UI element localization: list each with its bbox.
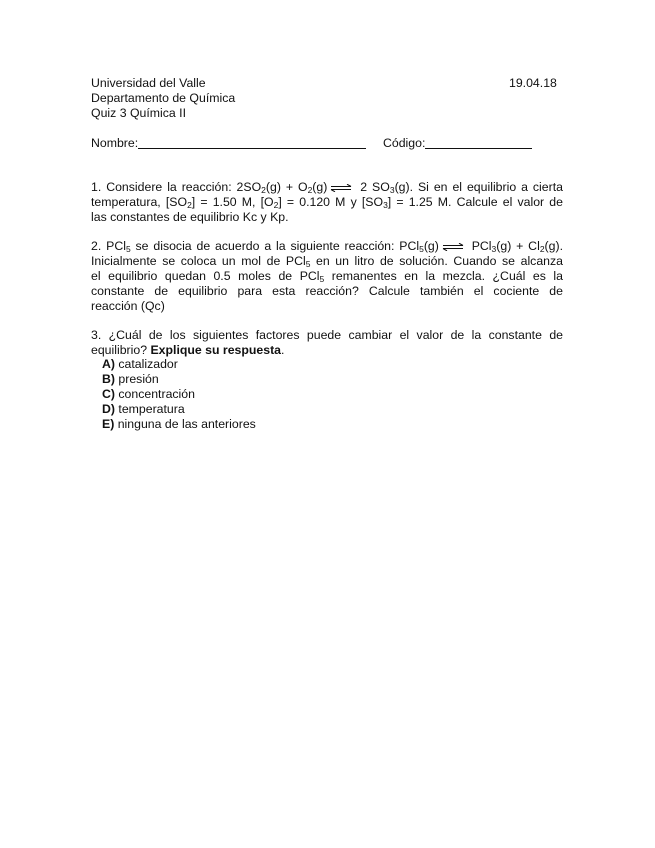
question-2-line-5: reacción (Qc) <box>91 299 165 313</box>
name-label: Nombre: <box>91 136 139 150</box>
code-field[interactable] <box>425 136 532 149</box>
option-d: D) temperatura <box>102 402 185 416</box>
question-1 <box>91 180 563 225</box>
option-c: C) concentración <box>102 387 195 401</box>
department-name: Departamento de Química <box>91 91 236 105</box>
option-e: E) ninguna de las anteriores <box>102 417 256 431</box>
option-b: B) presión <box>102 372 159 386</box>
instruction-emphasis: Explique su respuesta <box>150 343 282 357</box>
question-3-line-1: 3. ¿Cuál de los siguientes factores puede cambiar el valor de la constante de <box>91 328 563 342</box>
equilibrium-arrow-icon <box>442 243 464 251</box>
question-1-line-2: temperatura, $[SO_2] = 1.50$ M, $[O_2] = 0.120$ M y $[SO_3] = 1.25$ M. Calcule el valor de <box>91 195 563 210</box>
quiz-date: 19.04.18 <box>509 76 557 90</box>
equilibrium-arrow-icon <box>330 184 352 192</box>
question-2 <box>91 239 563 314</box>
question-3-line-2: equilibrio? Explique su respuesta. <box>91 343 285 357</box>
university-name: Universidad del Valle <box>91 76 206 90</box>
name-field[interactable] <box>138 136 366 149</box>
code-label: Código: <box>383 136 426 150</box>
question-3 <box>91 328 563 358</box>
option-a: A) catalizador <box>102 357 178 371</box>
quiz-title: Quiz 3 Química II <box>91 106 186 120</box>
question-2-line-2: Inicialmente se coloca un mol de PCl$_5$ en un litro de solución. Cuando se alcanza <box>91 254 563 269</box>
question-2-line-1: 2. PCl$_5$ se disocia de acuerdo a la siguiente reacción: PCl$_5$(g) $PCl_3(g) + Cl_2(g)$. <box>91 239 563 254</box>
question-2-line-4: constante de equilibrio para esta reacción? Calcule también el cociente de <box>91 284 563 298</box>
name-code-row <box>91 136 532 151</box>
question-1-line-1: 1. Considere la reacción: $2SO_2(g) + O_2(g)$ 2 $SO_3(g)$. Si en el equilibrio a cierta <box>91 180 563 195</box>
question-2-line-3: el equilibrio quedan 0.5 moles de PCl$_5$ remanentes en la mezcla. ¿Cuál es la <box>91 269 564 284</box>
question-1-line-3: las constantes de equilibrio Kc y Kp. <box>91 210 289 224</box>
question-3-options <box>102 357 256 432</box>
